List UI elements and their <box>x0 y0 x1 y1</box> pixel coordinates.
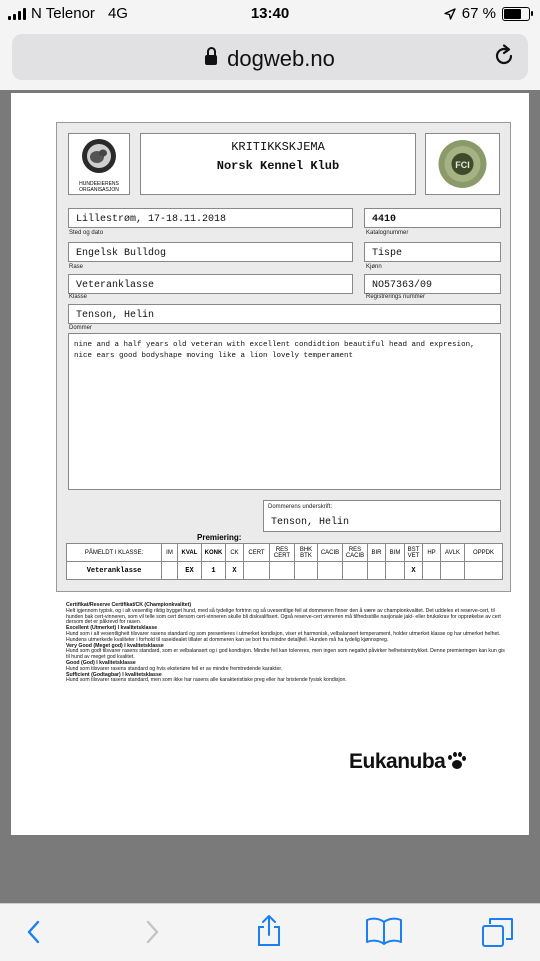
reg-no-label: Registrerings nummer <box>366 294 426 300</box>
definition-text: Hund som tilsvarer rasens standard og hvis eksteriøre feil er av mindre fremtredende karakter. <box>66 665 283 672</box>
header-cell: RES CACIB <box>343 544 368 562</box>
sponsor-name: Eukanuba <box>349 750 446 773</box>
class-label: Klasse <box>69 294 88 300</box>
reg-no-field <box>364 274 501 294</box>
fci-logo <box>425 133 500 195</box>
value-cell: 1 <box>202 562 226 580</box>
form-title: KRITIKKSKJEMA <box>231 140 325 154</box>
value-cell <box>386 562 405 580</box>
judge-label: Dommer <box>69 325 93 331</box>
header-cell: CERT <box>244 544 270 562</box>
value-cell <box>423 562 441 580</box>
catalog-label: Katalognummer <box>366 230 409 236</box>
header-cell: IM <box>162 544 178 562</box>
definition-text: Helt igjennom typisk, og i alt vesentlig riktig bygget hund, med så tydelige fortrinn og så uvesentlige feil at dommeren finner den å være av championkvalitet. Det uddeles et reserve-cert, til hunden bak cert-vinneren, som vil telle som cert dersom cert-vinneren skulle bli diskvalifisert. Også reserve-cert vinneren må tilfredsstille nasjonale jakt- eller brukskrav for opprøkelse av cert dersom det er påkrevd for rasen. <box>66 607 501 626</box>
catalog-field <box>364 208 501 228</box>
results-table <box>66 543 503 580</box>
place-date-label: Sted og dato <box>69 230 104 236</box>
premiering-title: Premiering: <box>197 533 242 542</box>
value-cell <box>270 562 295 580</box>
definition-heading: Very Good (Meget god) I kvalitetsklasse <box>66 642 164 649</box>
breed-value: Engelsk Bulldog <box>76 248 167 259</box>
browser-toolbar <box>0 903 540 961</box>
class-value: Veteranklasse <box>76 280 155 291</box>
nkk-emblem-icon <box>69 134 129 180</box>
location-icon <box>444 8 456 20</box>
battery-icon <box>502 7 530 21</box>
header-cell: CACIB <box>318 544 343 562</box>
header-cell: RES CERT <box>270 544 295 562</box>
address-bar[interactable] <box>12 34 528 80</box>
value-cell: X <box>405 562 423 580</box>
class-field <box>68 274 353 294</box>
definition-heading: Sufficient (Godtagbar) I kvalitetsklasse <box>66 671 162 678</box>
value-cell <box>318 562 343 580</box>
battery-percent: 67 % <box>461 5 496 22</box>
reg-no-value: NO57363/09 <box>372 280 433 291</box>
definition-heading: Certifikat/Reserve Certifikat/CK (Championkvalitet) <box>66 602 192 608</box>
header-cell: CK <box>226 544 244 562</box>
catalog-value: 4410 <box>372 214 397 225</box>
url-display[interactable] <box>12 46 528 72</box>
url-text: dogweb.no <box>227 46 335 71</box>
place-date-value: Lillestrøm, 17-18.11.2018 <box>76 214 227 225</box>
header-cell: KONK <box>202 544 226 562</box>
value-cell: Veteranklasse <box>67 562 162 580</box>
header-cell: KVAL <box>178 544 202 562</box>
bookmarks-icon[interactable] <box>365 916 403 946</box>
value-cell <box>162 562 178 580</box>
reload-icon[interactable] <box>492 44 516 68</box>
value-cell <box>441 562 465 580</box>
value-cell <box>244 562 270 580</box>
nkk-logo <box>68 133 130 195</box>
judge-value: Tenson, Helin <box>76 310 155 321</box>
nkk-logo-text: HUNDEEIERENS ORGANISASJON <box>79 181 119 193</box>
back-icon[interactable] <box>24 918 44 946</box>
header-cell: HP <box>423 544 441 562</box>
critique-box <box>68 333 501 490</box>
definition-heading: Good (God) I kvalitetsklasse <box>66 659 136 666</box>
header-cell: PÅMELDT I KLASSE: <box>67 544 162 562</box>
rating-definitions <box>66 603 506 684</box>
definition-text: Hund som godt tilsvarer rasens standard, som er velbalansert og i god kondisjon. Mindre feil kan tolereres, men ingen som negativt påvirker helhetsinntrykket. Denne premieringen kan kun gis til hund av meget god kvalitet. <box>66 648 505 661</box>
results-value-row <box>67 562 503 580</box>
fci-text: FCI <box>455 160 470 170</box>
sex-label: Kjønn <box>366 264 382 270</box>
network-type: 4G <box>107 5 128 22</box>
value-cell <box>465 562 503 580</box>
header-cell: OPPDK <box>465 544 503 562</box>
sponsor-logo <box>349 750 466 774</box>
header-cell: BHK BTK <box>295 544 318 562</box>
lock-icon <box>205 55 217 65</box>
browser-header <box>0 28 540 90</box>
sex-value: Tispe <box>372 248 403 259</box>
tabs-icon[interactable] <box>481 916 515 948</box>
place-date-field <box>68 208 353 228</box>
header-cell: BIM <box>386 544 405 562</box>
forward-icon[interactable] <box>142 918 162 946</box>
critique-text: nine and a half years old veteran with excellent condidtion beautiful head and expresion, nice ears good bodyshape moving like a lion lovely temperament <box>74 341 475 360</box>
judge-field <box>68 304 501 324</box>
signature-value: Tenson, Helin <box>271 517 350 528</box>
clock: 13:40 <box>250 5 290 22</box>
status-right <box>444 5 530 22</box>
paw-icon <box>448 752 466 770</box>
definition-heading: Excellent (Utmerket) I kvalitetsklasse <box>66 625 158 632</box>
value-cell <box>295 562 318 580</box>
signature-label: Dommerens underskrift: <box>268 504 333 510</box>
value-cell <box>368 562 386 580</box>
header-cell: BST VET <box>405 544 423 562</box>
header-cell: AVLK <box>441 544 465 562</box>
definition-text: Hund som tilsvarer rasens standard, men som ikke har rasens alle karakteristiske preg eller har bristende fysisk kondisjon. <box>66 677 347 684</box>
signature-box <box>263 500 501 532</box>
definition-text: Hund som i alt vesentligheit tilsvarer rasens standard og som presenteres i utmerket kondisjon, viser et harmonisk, velbalansert temperament, holder utmerket klasse og har utmerket helhet. Hundens utmerkede kvaliteter i forhold til raseidealet tillater at dommeren kan se bort fra mindre detaljfeil. Hunden må ha tydelig kjønnspreg. <box>66 630 501 643</box>
value-cell: X <box>226 562 244 580</box>
sex-field <box>364 242 501 262</box>
fci-emblem-icon <box>426 134 499 194</box>
header-cell: BIR <box>368 544 386 562</box>
form-subtitle: Norsk Kennel Klub <box>216 159 340 173</box>
status-bar <box>0 0 540 28</box>
breed-label: Rase <box>69 264 84 270</box>
title-box <box>140 133 416 195</box>
results-header-row <box>67 544 503 562</box>
share-icon[interactable] <box>255 914 283 948</box>
carrier-name: N Telenor <box>31 5 95 22</box>
value-cell <box>343 562 368 580</box>
breed-field <box>68 242 353 262</box>
value-cell: EX <box>178 562 202 580</box>
